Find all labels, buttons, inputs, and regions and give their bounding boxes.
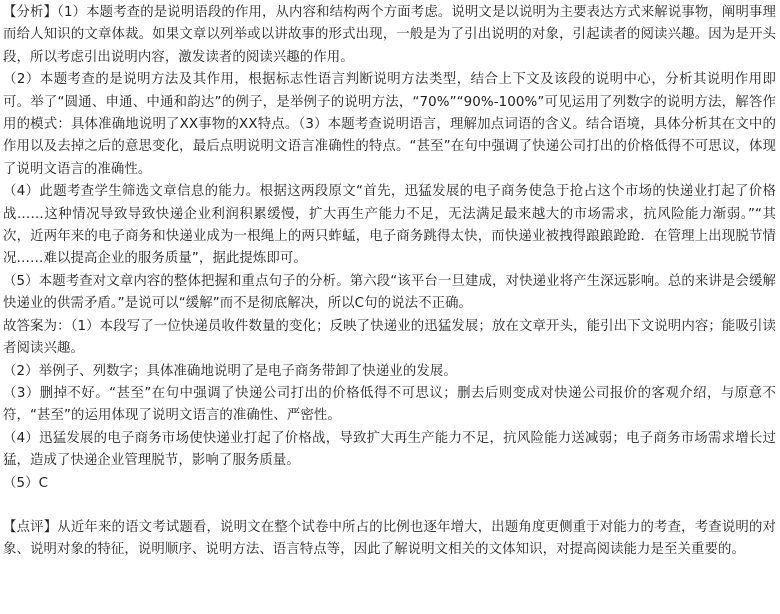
analysis-part-2-3: （2）本题考查的是说明方法及其作用，根据标志性语言判断说明方法类型，结合上下文及该段的说明中心，分析其说明作用即可。举了“圆通、申通、中通和韵达”的例子，是举例子的说明方法，“70%”“90%-100%”可见运用了列数字的说明方法，解答作用的模式：具体准确地说明了XX事物的XX特点。（3）本题考查说明语言，理解加点词语的含义。结合语境，具体分析其在文中的作用以及去掉之后的意思变化，最后点明说明文语言准确性的特点。“甚至”在句中强调了快递公司打出的价格低得不可思议，体现了说明文语言的准确性。 [3,72,776,177]
answer-4: （4）迅猛发展的电子商务市场使快递业打起了价格战，导致扩大再生产能力不足，抗风险能力送减弱；电子商务市场需求增长过猛，造成了快递企业管理脱节，影响了服务质量。 [3,430,776,469]
analysis-part-5: （5）本题考查对文章内容的整体把握和重点句子的分析。第六段“该平台一旦建成，对快递业将产生深远影响。总的来讲是会缓解快递业的供需矛盾。”是说可以“缓解”而不是彻底解决，所以C句的说法不正确。 [3,273,776,312]
analysis-text-1: （1）本题考查的是说明语段的作用，从内容和结构两个方面考虑。说明文是以说明为主要表达方式来解说事物，阐明事理而给人知识的文章体裁。如果文章以列举或以讲故事的形式出现，一般是为了引出说明的对象，引起读者的阅读兴趣。因为是开头段，所以考虑引出说明内容，激发读者的阅读兴趣的作用。 [3,5,777,65]
analysis-part-1 [3,2,776,69]
section-spacer [3,495,776,517]
answer-2: （2）举例子、列数字；具体准确地说明了是电子商务带卸了快递业的发展。 [3,363,457,379]
comment-tag: 【点评】 [3,519,58,535]
comment-text: 从近年来的语文考试题看，说明文在整个试卷中所占的比例也逐年增大，出题角度更侧重于对能力的考查，考查说明的对象、说明对象的特征，说明顺序、说明方法、语言特点等，因此了解说明文相关的文体知识，对提高阅读能力是至关重要的。 [3,519,777,558]
analysis-tag: 【分析】 [3,5,58,20]
answer-1: 故答案为：（1）本段写了一位快递员收件数量的变化；反映了快递业的迅猛发展；放在文章开头，能引出下文说明内容；能吸引读者阅读兴趣。 [3,318,776,357]
comment-paragraph [3,517,776,562]
answer-5: （5）C [3,475,49,491]
answer-3: （3）删掉不好。“甚至”在句中强调了快递公司打出的价格低得不可思议；删去后则变成对快递公司报价的客观介绍，与原意不符，“甚至”的运用体现了说明文语言的准确性、严密性。 [3,385,776,424]
analysis-part-4: （4）此题考查学生筛选文章信息的能力。根据这两段原文“首先，迅猛发展的电子商务使急于抢占这个市场的快递业打起了价格战……这种情况导致导致快递企业利润积累缓慢，扩大再生产能力不足，无法满足最来越大的市场需求，抗风险能力渐弱。”“其次，近两年来的电子商务和快递业成为一根绳上的两只蚱蜢，电子商务跳得太快，而快递业被拽得踉踉跄跄．在管理上出现脱节情况……难以提高企业的服务质量”，据此提炼即可。 [3,184,776,267]
